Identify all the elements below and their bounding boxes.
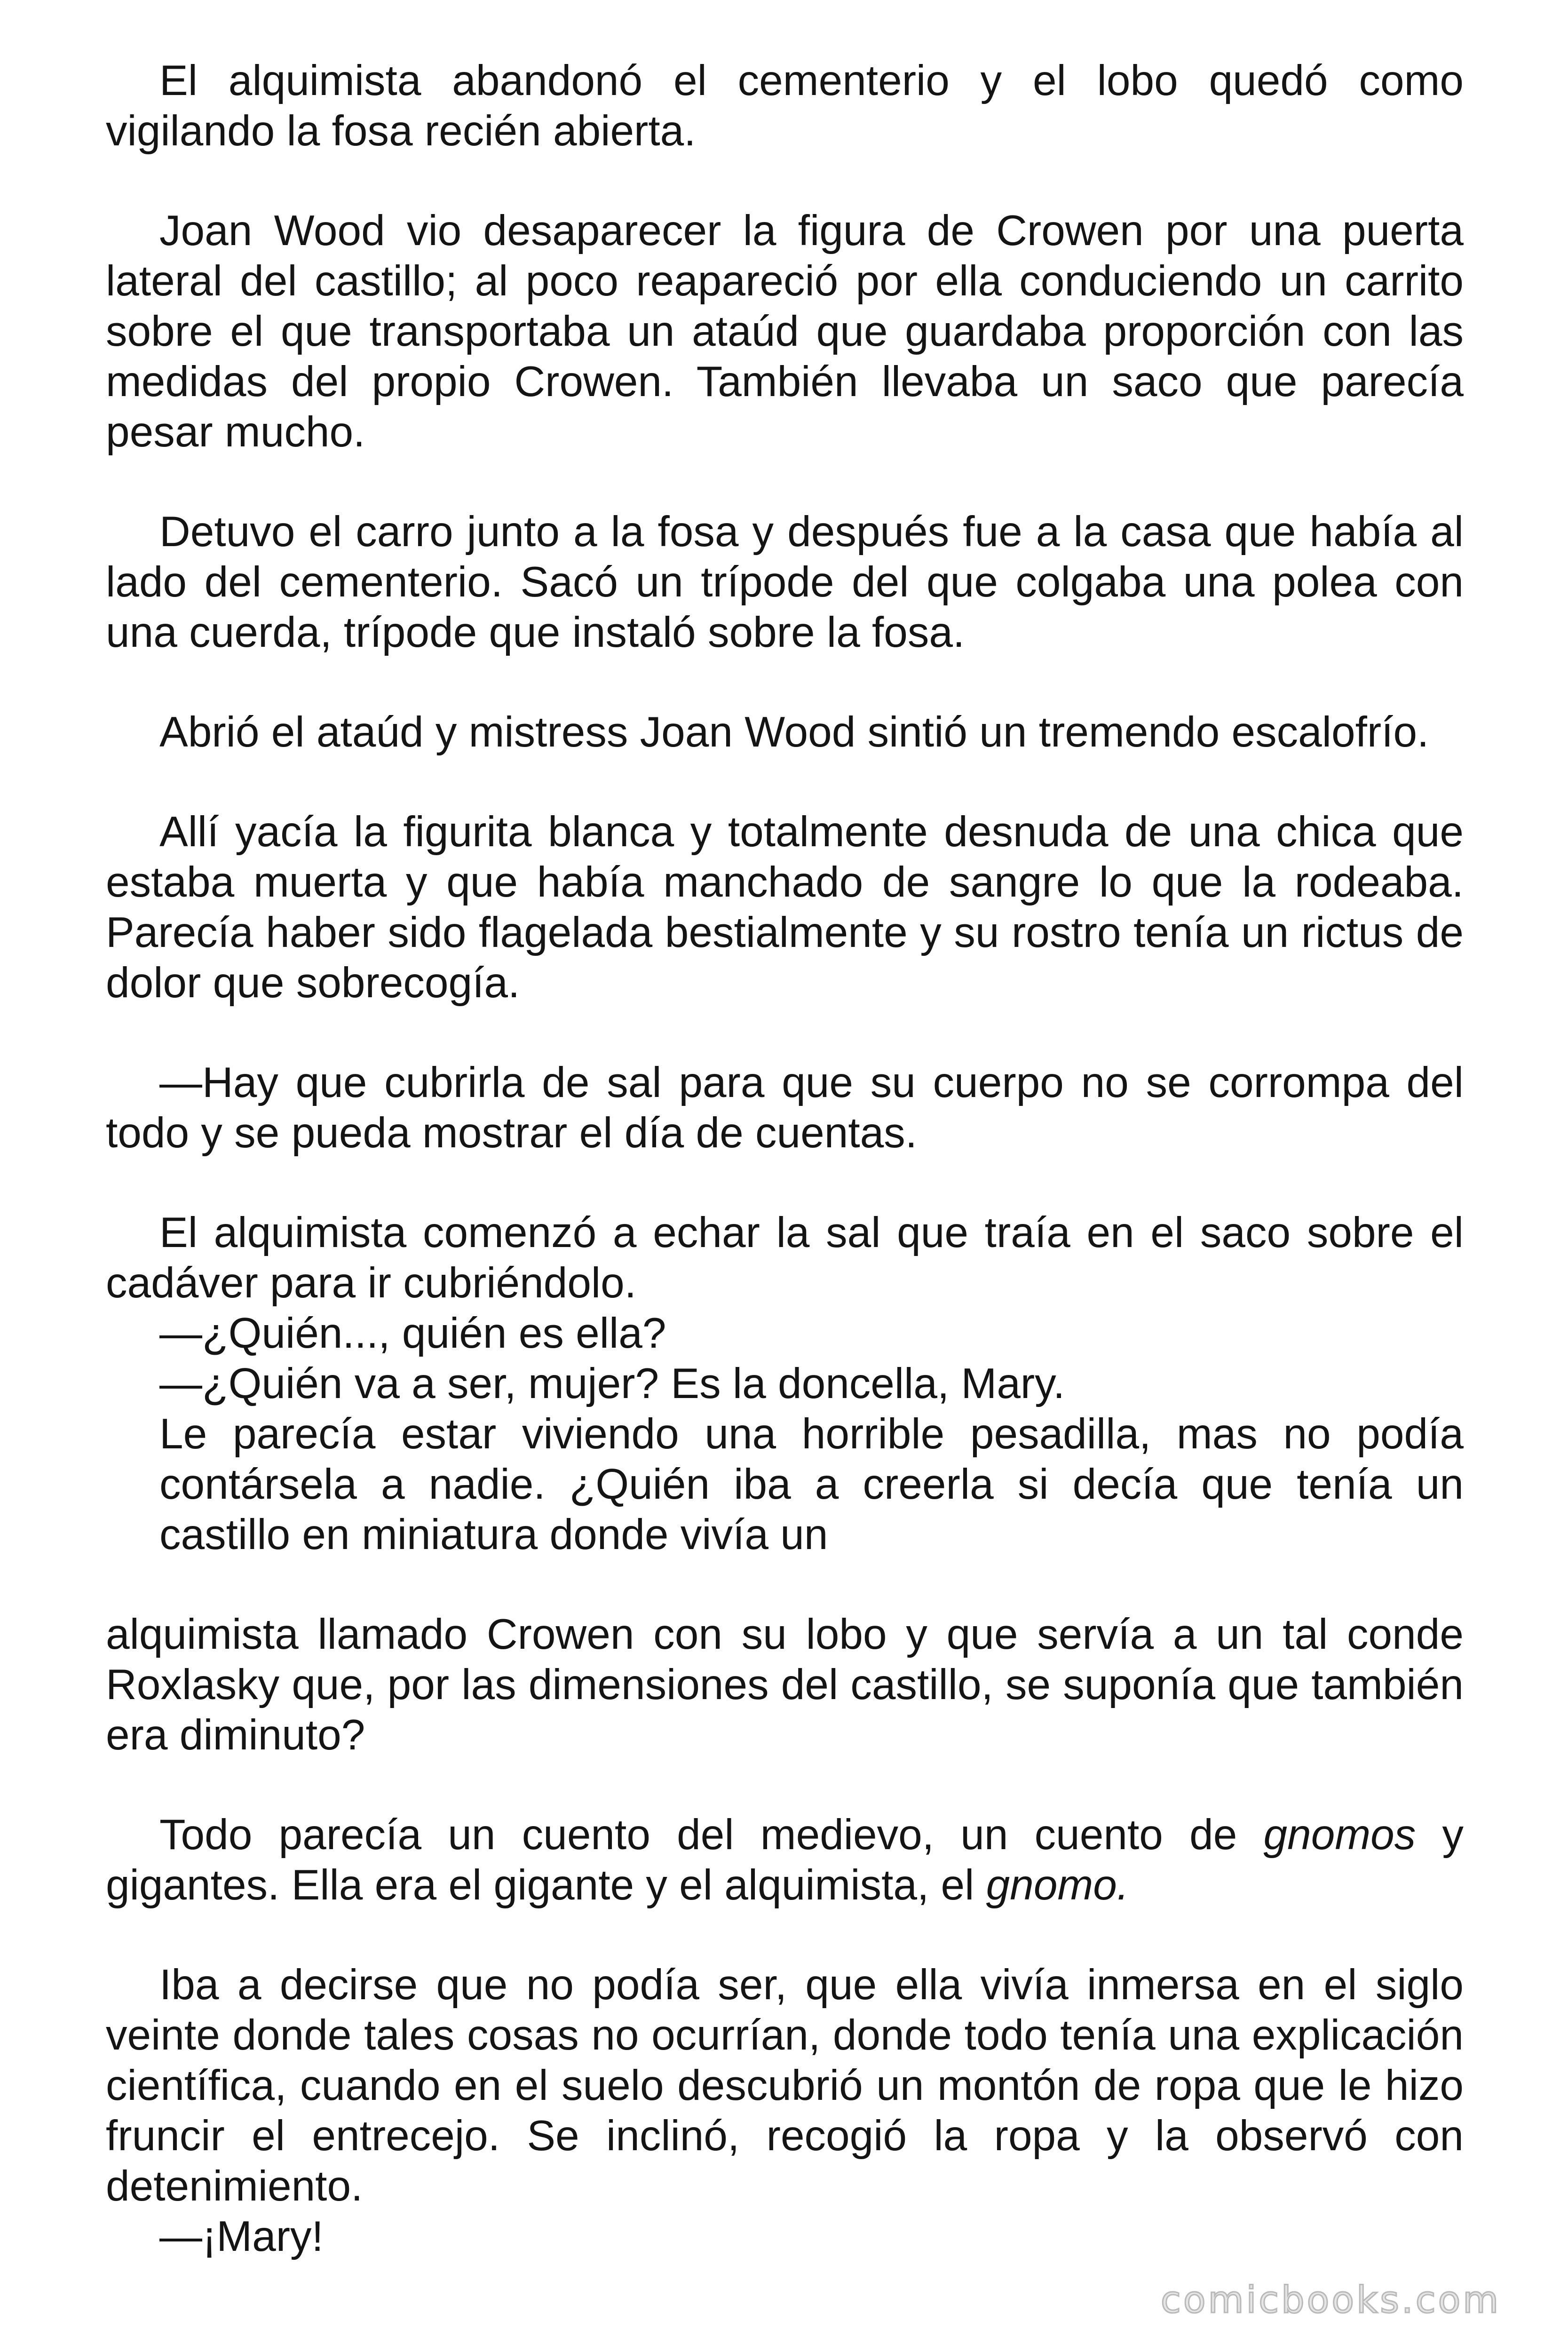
text-span: y gigantes. Ella era el gigante y el alquimista, el [106,1811,1464,1909]
emphasis-text: gnomo. [986,1861,1129,1909]
watermark: comicbooks.com [1161,2279,1501,2321]
paragraph [106,1810,1464,1910]
paragraph: El alquimista comenzó a echar la sal que traía en el saco sobre el cadáver para ir cubriéndolo. [106,1209,1464,1307]
dialogue-line: —Hay que cubrirla de sal para que su cuerpo no se corrompa del todo y se pueda mostrar el día de cuentas. [106,1059,1464,1157]
paragraph: Le parecía estar viviendo una horrible pesadilla, mas no podía contársela a nadie. ¿Quién iba a creerla si decía que tenía un castillo en miniatura donde vivía un [159,1410,1464,1558]
emphasis-text: gnomos [1263,1811,1416,1859]
paragraph: Allí yacía la figurita blanca y totalmente desnuda de una chica que estaba muerta y que había manchado de sangre lo que la rodeaba. Parecía haber sido flagelada bestialmente y su rostro tenía un rictus de dolor que sobrecogía. [106,808,1464,1007]
dialogue-line: —¿Quién..., quién es ella? [159,1310,666,1357]
paragraph: El alquimista abandonó el cementerio y el lobo quedó como vigilando la fosa recién abierta. [106,57,1464,155]
document-page [106,56,1464,2262]
text-span: Todo parecía un cuento del medievo, un cuento de [159,1811,1264,1859]
paragraph: Iba a decirse que no podía ser, que ella vivía inmersa en el siglo veinte donde tales cosas no ocurrían, donde todo tenía una explicación científica, cuando en el suelo descubrió un montón de ropa que le hizo fruncir el entrecejo. Se inclinó, recogió la ropa y la observó con detenimiento. [106,1961,1464,2210]
paragraph: Abrió el ataúd y mistress Joan Wood sintió un tremendo escalofrío. [159,708,1429,756]
paragraph: alquimista llamado Crowen con su lobo y que servía a un tal conde Roxlasky que, por las dimensiones del castillo, se suponía que también era diminuto? [106,1611,1464,1759]
dialogue-line: —¿Quién va a ser, mujer? Es la doncella, Mary. [159,1360,1065,1407]
dialogue-line: —¡Mary! [159,2213,324,2260]
paragraph: Joan Wood vio desaparecer la figura de Crowen por una puerta lateral del castillo; al poco reapareció por ella conduciendo un carrito sobre el que transportaba un ataúd que guardaba proporción con las medidas del propio Crowen. También llevaba un saco que parecía pesar mucho. [106,207,1464,456]
paragraph: Detuvo el carro junto a la fosa y después fue a la casa que había al lado del cementerio. Sacó un trípode del que colgaba una polea con una cuerda, trípode que instaló sobre la fosa. [106,508,1464,656]
